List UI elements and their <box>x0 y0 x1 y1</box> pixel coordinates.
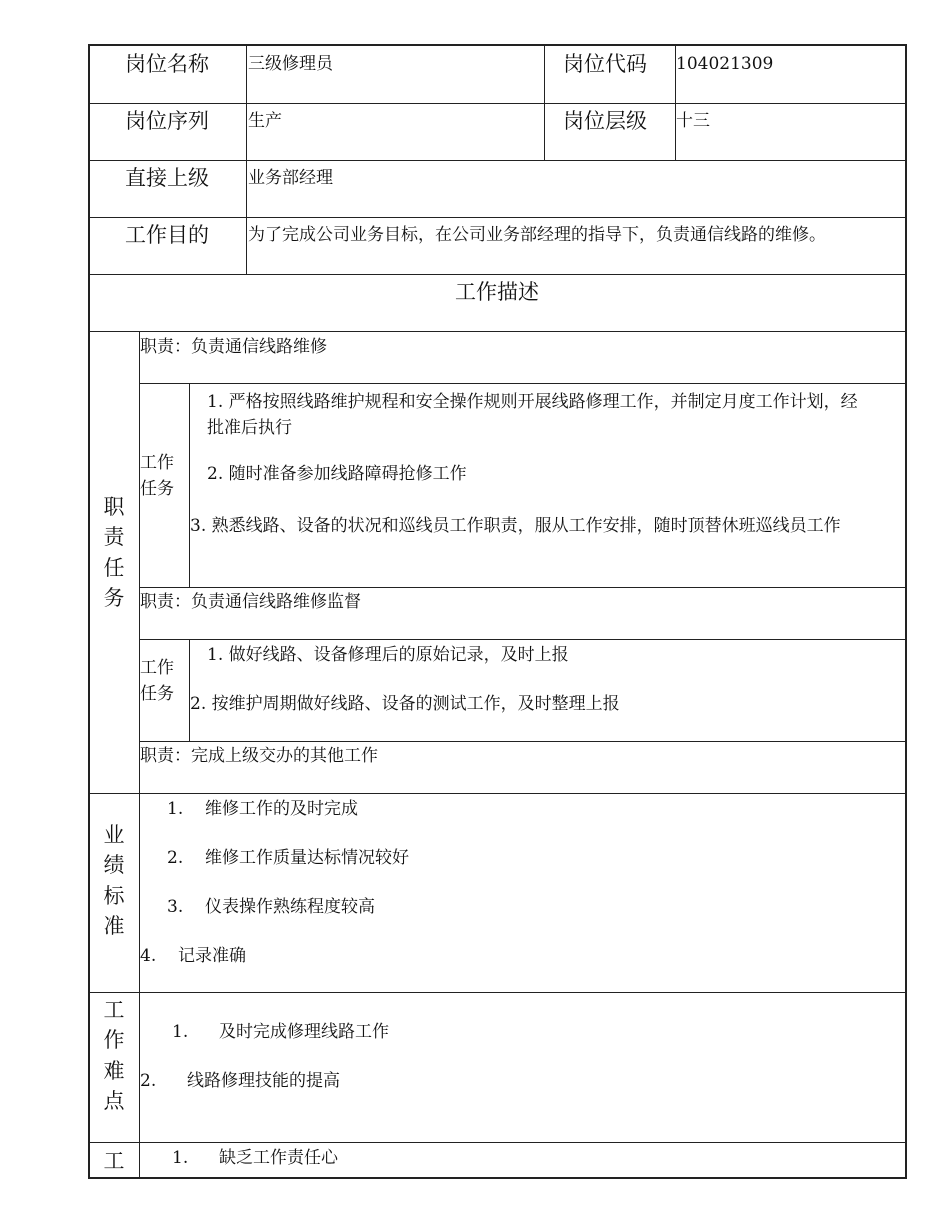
task-2-item-1: 1. 做好线路、设备修理后的原始记录，及时上报 <box>207 645 569 665</box>
task-1-label: 工作 任务 <box>140 453 174 499</box>
task-1-item-3: 3. 熟悉线路、设备的状况和巡线员工作职责，服从工作安排，随时顶替休班巡线员工作 <box>190 516 841 536</box>
purpose-value: 为了完成公司业务目标，在公司业务部经理的指导下，负责通信线路的维修。 <box>248 225 826 245</box>
row-divider <box>88 1142 907 1143</box>
performance-item-3-text: 仪表操作熟练程度较高 <box>205 897 375 917</box>
duties-section-label: 职 责 任 务 <box>103 495 125 611</box>
duty-3: 职责：完成上级交办的其他工作 <box>140 746 378 766</box>
performance-item-4-num: 4. <box>140 946 157 966</box>
difficulties-section-label: 工 作 难 点 <box>103 998 125 1114</box>
row-divider <box>88 217 907 218</box>
post-code-value: 104021309 <box>676 54 774 74</box>
col-divider <box>246 44 247 274</box>
difficulty-item-2-text: 线路修理技能的提高 <box>187 1071 340 1091</box>
col-divider <box>544 44 545 160</box>
duty-1: 职责：负责通信线路维修 <box>140 337 327 357</box>
row-divider <box>88 274 907 275</box>
row-divider <box>88 992 907 993</box>
task-1-item-1: 1. 严格按照线路维护规程和安全操作规则开展线路修理工作，并制定月度工作计划，经批准后执行 <box>207 392 858 439</box>
last-item-1-text: 缺乏工作责任心 <box>219 1148 338 1168</box>
post-series-label: 岗位序列 <box>125 109 209 133</box>
difficulty-item-1-num: 1. <box>172 1022 189 1042</box>
performance-item-2-text: 维修工作质量达标情况较好 <box>205 848 409 868</box>
task-2-label: 工作 任务 <box>140 658 174 704</box>
row-divider <box>139 383 907 384</box>
row-divider <box>88 793 907 794</box>
difficulty-item-1-text: 及时完成修理线路工作 <box>219 1022 389 1042</box>
duty-2: 职责：负责通信线路维修监督 <box>140 592 361 612</box>
performance-item-1-text: 维修工作的及时完成 <box>205 799 358 819</box>
task-2-item-2: 2. 按维护周期做好线路、设备的测试工作，及时整理上报 <box>190 694 620 714</box>
performance-item-2-num: 2. <box>167 848 184 868</box>
task-1-item-2: 2. 随时准备参加线路障碍抢修工作 <box>207 464 467 484</box>
post-series-value: 生产 <box>248 111 282 131</box>
superior-value: 业务部经理 <box>248 168 333 188</box>
performance-item-3-num: 3. <box>167 897 184 917</box>
row-divider <box>88 160 907 161</box>
performance-item-1-num: 1. <box>167 799 184 819</box>
post-name-label: 岗位名称 <box>125 52 209 76</box>
performance-section-label: 业 绩 标 准 <box>103 823 125 939</box>
row-divider <box>88 331 907 332</box>
post-code-label: 岗位代码 <box>563 52 647 76</box>
col-divider <box>189 639 190 741</box>
superior-label: 直接上级 <box>125 166 209 190</box>
post-name-value: 三级修理员 <box>248 54 333 74</box>
performance-item-4-text: 记录准确 <box>178 946 246 966</box>
row-divider <box>139 639 907 640</box>
difficulty-item-2-num: 2. <box>140 1071 157 1091</box>
post-level-label: 岗位层级 <box>563 109 647 133</box>
col-divider <box>189 383 190 587</box>
description-title: 工作描述 <box>455 280 539 304</box>
row-divider <box>88 103 907 104</box>
purpose-label: 工作目的 <box>125 223 209 247</box>
last-section-label: 工 <box>103 1149 125 1173</box>
post-level-value: 十三 <box>676 111 710 131</box>
row-divider <box>139 587 907 588</box>
last-item-1-num: 1. <box>172 1148 189 1168</box>
row-divider <box>139 741 907 742</box>
